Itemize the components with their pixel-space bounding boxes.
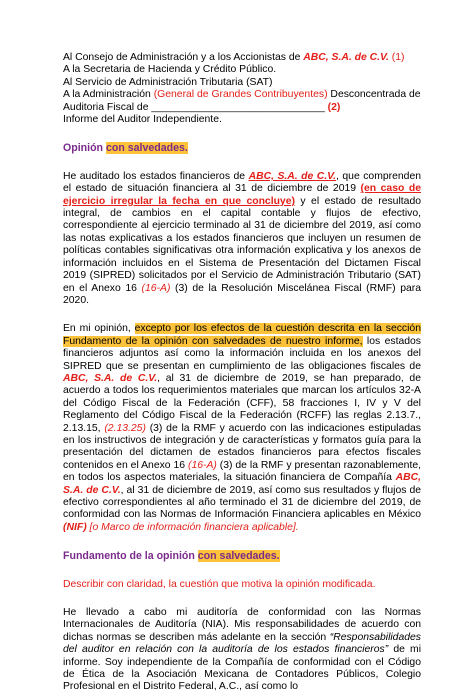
report-title: Informe del Auditor Independiente. — [63, 114, 222, 126]
highlighted-exception: excepto por los efectos de la cuestión descrita en la sección Fundamento de la opinión con salvedades de nuestro informe, — [63, 323, 421, 347]
instruction-paragraph: Describir con claridad, la cuestión que motiva la opinión modificada. — [63, 578, 376, 590]
paragraph-text: y el estado de resultado integral, de cambios en el capital contable y flujos de efectivo, correspondiente al ejercicio terminado al 31 de diciembre del 2019, así como las notas explicativas a los estados financieros que incluyen un resumen de políticas contables significativas otra información explicativa y los anexos de información incluidos en el Sistema de Presentación del Dictamen Fiscal 2019 (SIPRED) solicitados por el Servicio de Administración Tributario (SAT) en el Anexo 16 — [63, 195, 421, 294]
blank-line: ______________________________ — [151, 101, 325, 113]
heading-highlight: con salvedades. — [197, 550, 280, 563]
nif-ref: (NIF) — [63, 521, 87, 533]
company-name: ABC, S.A. de C.V. — [248, 170, 337, 182]
fiscal-year-note: (en caso de ejercicio irregular la fecha en que concluye) — [63, 183, 421, 207]
address-line: Al Servicio de Administración Tributaria (SAT) — [63, 76, 273, 88]
annex-ref: (16-A) — [187, 459, 217, 471]
paragraph-text: , que comprenden el estado de situación financiera al 31 de diciembre de 2019 — [63, 170, 421, 195]
paragraph-text: los estados financieros adjuntos así como la información incluida en los anexos del SIPRED que se presentan en cumplimiento de las obligaciones fiscales de — [63, 335, 421, 372]
paragraph-text: En mi opinión, — [63, 323, 135, 335]
address-line — [63, 102, 421, 114]
address-line: A la Secretaria de Hacienda y Crédito Público. — [63, 64, 277, 76]
framework-note: [o Marco de información financiera aplicable]. — [86, 521, 299, 533]
paragraph-text: (3) de la Resolución Miscelánea Fiscal (RMF) para 2020. — [63, 282, 421, 306]
section-heading-basis — [63, 550, 421, 562]
paragraph-text: de mi informe. Soy independiente de la Compañía de conformidad con el Código de Ética de la Asociación Mexicana de Contadores Públicos, Colegio Profesional en el Distrito Federal, A.C., así como lo — [63, 644, 422, 693]
address-text: A la Administración — [63, 89, 154, 101]
address-line — [63, 89, 421, 101]
rule-ref: (2.13.25) — [104, 422, 146, 434]
heading-text: Fundamento de la opinión — [63, 550, 198, 563]
paragraph-text: , al 31 de diciembre de 2019, se han preparado, de acuerdo a todos los requerimientos materiales que marcan los artículos 32-A del Código Fiscal de la Federación (CFF), 58 fracciones I, IV y V del Reglamento del Código Fiscal de la Federación (RCFF) las reglas 2.13.7., 2.13.15, — [63, 372, 421, 434]
heading-text: Opinión — [63, 142, 106, 155]
address-text: Al Consejo de Administración y a los Accionistas de — [63, 52, 304, 63]
address-text: Desconcentrada de — [327, 89, 421, 101]
company-name: ABC, S.A. de C.V. — [63, 372, 158, 384]
opinion-paragraph — [63, 171, 421, 307]
section-heading-opinion — [63, 142, 421, 154]
heading-highlight: con salvedades. — [105, 142, 188, 155]
company-name: ABC, S.A. de C.V. — [63, 472, 421, 496]
administration-placeholder: (General de Grandes Contribuyentes) — [153, 89, 328, 101]
basis-paragraph — [63, 607, 421, 694]
paragraph-text: He llevado a cabo mi auditoría de conformidad con las Normas Internacionales de Auditoría (NIA). Mis responsabilidades de acuerdo con dichas normas se describen más adelante en la sección — [63, 607, 421, 643]
paragraph-text: (3) de la RMF y presentan razonablemente, en todos los aspectos materiales, la situación financiera de Compañía — [63, 459, 421, 484]
footnote-ref: (1) — [388, 52, 405, 63]
company-name: ABC, S.A. de C.V. — [303, 52, 389, 63]
paragraph-text: He auditado los estados financieros de — [63, 170, 249, 182]
address-block — [63, 52, 421, 126]
footnote-ref: (2) — [324, 101, 341, 113]
opinion-detail-paragraph — [63, 323, 421, 534]
address-line — [63, 52, 421, 64]
section-quote: “Responsabilidades del auditor en relación con la auditoría de los estados financieros” — [63, 631, 421, 656]
address-text: Auditoria Fiscal de — [63, 101, 152, 113]
paragraph-text: , al 31 de diciembre de 2019, así como sus resultados y flujos de efectivo correspondientes al año terminado el 31 de diciembre del 2019, de conformidad con las Normas de Información Financiera aplicables en México — [63, 484, 421, 521]
annex-ref: (16-A) — [141, 282, 171, 294]
report-body — [63, 52, 421, 694]
paragraph-text: (3) de la RMF y acuerdo con las indicaciones estipuladas en los instructivos de integración y de características y formatos guía para la presentación del dictamen de estados financieros para efectos fiscales contenidos en el Anexo 16 — [63, 422, 421, 471]
